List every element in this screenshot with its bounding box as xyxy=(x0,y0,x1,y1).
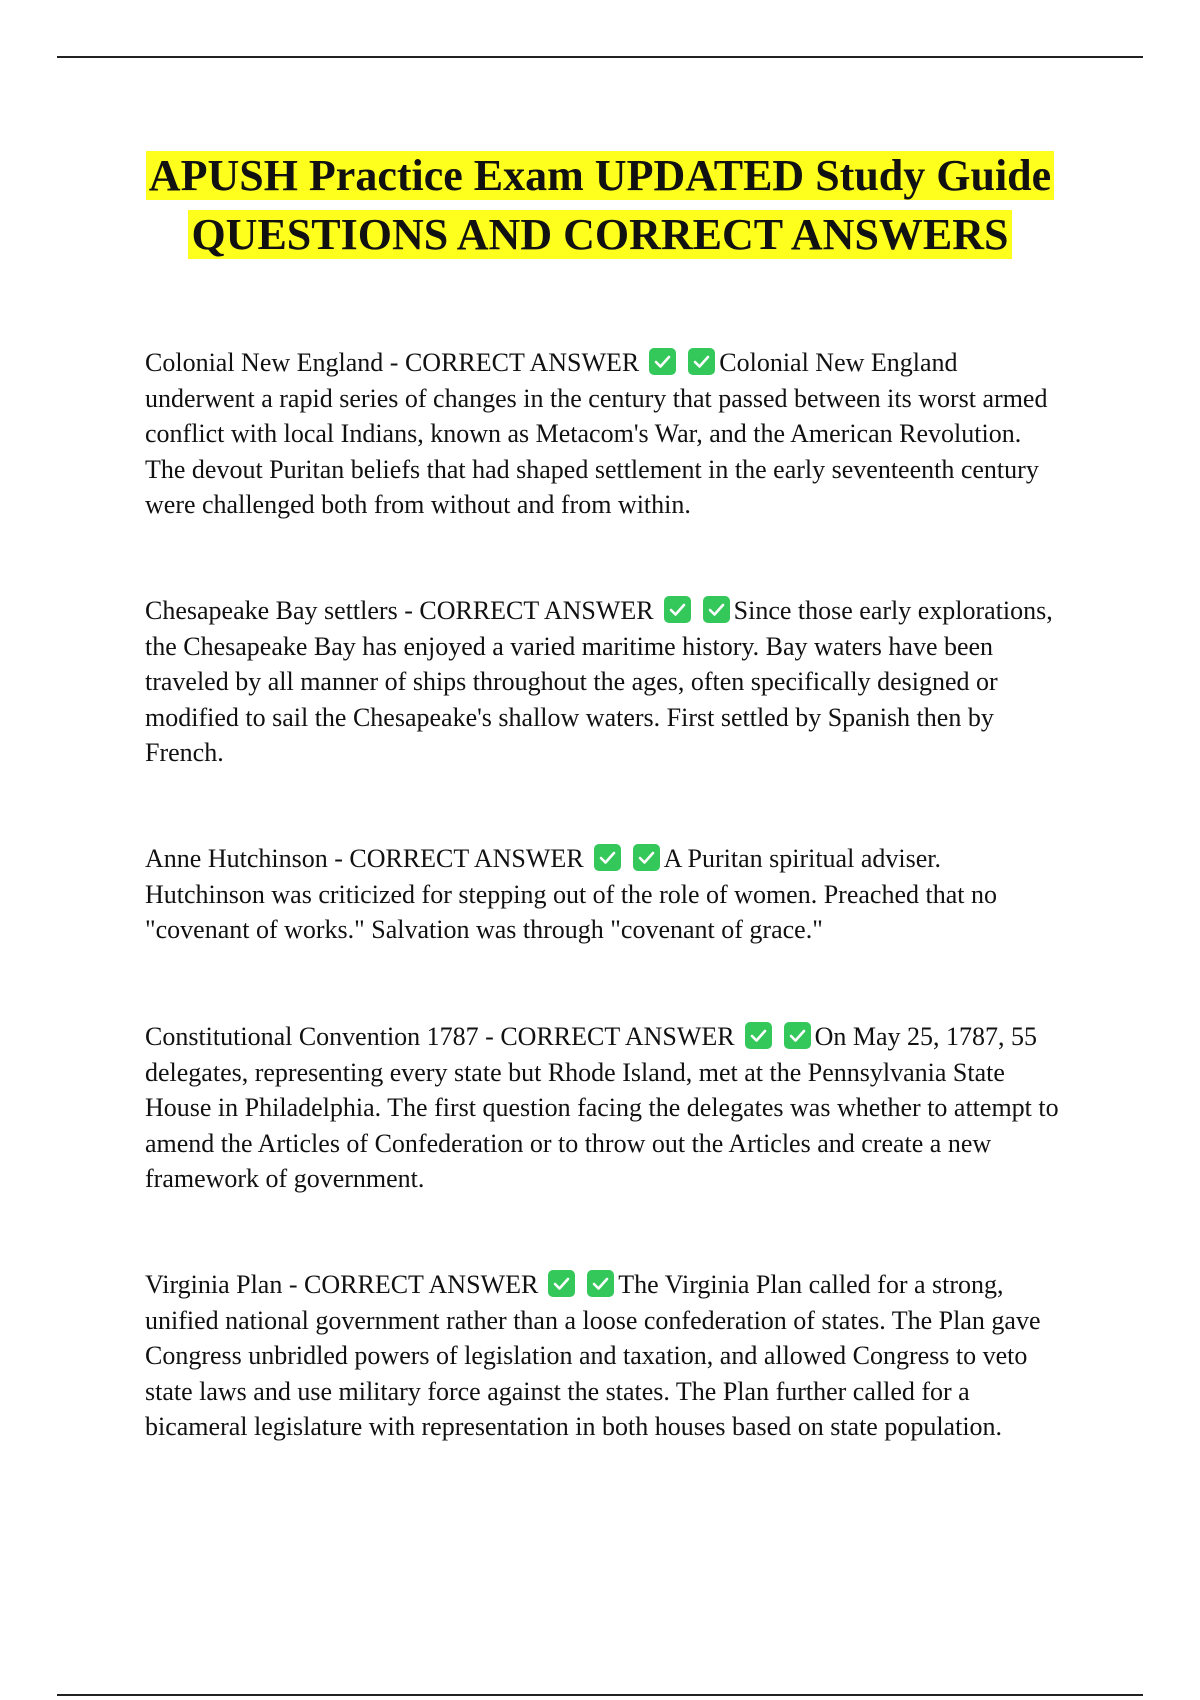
entry-marker: CORRECT ANSWER xyxy=(500,1022,735,1051)
entry-separator: - xyxy=(282,1270,305,1299)
check-mark-icon xyxy=(664,596,691,623)
entry-term: Virginia Plan xyxy=(145,1270,283,1299)
qa-entry-2 xyxy=(145,593,1060,771)
title-highlight: APUSH Practice Exam UPDATED Study Guide QUESTIONS AND CORRECT ANSWERS xyxy=(146,151,1054,259)
check-mark-icon xyxy=(548,1270,575,1297)
entry-marker: CORRECT ANSWER xyxy=(404,348,640,377)
check-mark-icon xyxy=(745,1022,772,1049)
entry-marker: CORRECT ANSWER xyxy=(304,1270,539,1299)
check-mark-icon xyxy=(784,1022,811,1049)
check-mark-icon xyxy=(703,596,730,623)
entry-answer: On May 25, 1787, 55 delegates, representing every state but Rhode Island, met at the Pennsylvania State House in Philadelphia. The first question facing the delegates was whether to attempt to amend the Articles of Confederation or to throw out the Articles and create a new framework of government. xyxy=(145,1022,1059,1193)
entry-separator: - xyxy=(397,596,420,625)
qa-entry-4 xyxy=(145,1019,1060,1197)
bottom-rule xyxy=(57,1694,1143,1696)
entry-marker: CORRECT ANSWER xyxy=(419,596,654,625)
entry-marker: CORRECT ANSWER xyxy=(349,844,584,873)
entry-separator: - xyxy=(383,348,405,377)
entry-separator: - xyxy=(327,844,350,873)
check-mark-icon xyxy=(688,348,715,375)
entry-term: Chesapeake Bay settlers xyxy=(145,596,398,625)
entry-term: Colonial New England xyxy=(145,348,384,377)
document-title xyxy=(110,146,1090,264)
check-mark-icon xyxy=(633,844,660,871)
entry-term: Anne Hutchinson xyxy=(145,844,328,873)
entry-answer: A Puritan spiritual adviser. Hutchinson was criticized for stepping out of the role of women. Preached that no "covenant of works." Salvation was through "covenant of grace." xyxy=(145,844,997,944)
qa-entry-1 xyxy=(145,345,1060,523)
check-mark-icon xyxy=(594,844,621,871)
entry-term: Constitutional Convention 1787 xyxy=(145,1022,479,1051)
entry-answer: The Virginia Plan called for a strong, unified national government rather than a loose confederation of states. The Plan gave Congress unbridled powers of legislation and taxation, and allowed Congress to veto state laws and use military force against the states. The Plan further called for a bicameral legislature with representation in both houses based on state population. xyxy=(145,1270,1041,1441)
entry-separator: - xyxy=(478,1022,501,1051)
qa-entry-3 xyxy=(145,841,1060,948)
top-rule xyxy=(57,56,1143,58)
entry-answer: Since those early explorations, the Chesapeake Bay has enjoyed a varied maritime history. Bay waters have been traveled by all manner of ships throughout the ages, often specifically designed or modified to sail the Chesapeake's shallow waters. First settled by Spanish then by French. xyxy=(145,596,1053,767)
entry-answer: Colonial New England underwent a rapid series of changes in the century that passed between its worst armed conflict with local Indians, known as Metacom's War, and the American Revolution. The devout Puritan beliefs that had shaped settlement in the early seventeenth century were challenged both from without and from within. xyxy=(145,348,1048,519)
qa-entry-5 xyxy=(145,1267,1060,1445)
check-mark-icon xyxy=(587,1270,614,1297)
check-mark-icon xyxy=(649,348,676,375)
